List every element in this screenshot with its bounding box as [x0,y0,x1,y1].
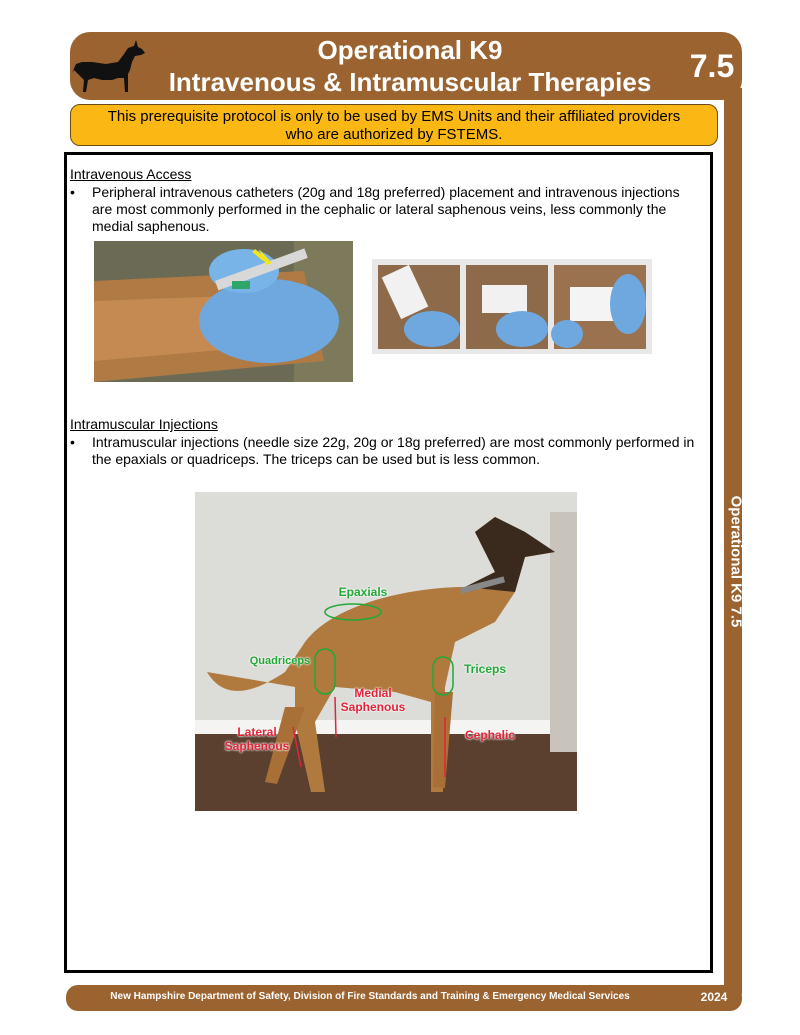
medial-saphenous-line-1: Medial [354,686,392,700]
medial-saphenous-label [335,686,411,714]
iv-catheter-photo [94,241,353,382]
lateral-saphenous-line-1: Lateral [237,725,277,739]
page-title [120,34,700,98]
footer-year: 2024 [700,990,728,1004]
lateral-saphenous-line-2: Saphenous [224,739,290,753]
title-line-2: Intravenous & Intramuscular Therapies [168,67,652,97]
quadriceps-label: Quadriceps [249,655,311,667]
dog-injection-sites-photo [195,492,577,811]
cephalic-label: Cephalic [464,728,515,742]
bullet-dot: • [70,184,75,200]
im-bullet-text: Intramuscular injections (needle size 22g, 20g or 18g preferred) are most commonly performed in the epaxials or quadriceps. The triceps can be used but is less common. [92,434,695,467]
iv-heading: Intravenous Access [70,166,192,182]
iv-bullet-text: Peripheral intravenous catheters (20g and 18g preferred) placement and intravenous injections are most commonly performed in the cephalic or lateral saphenous veins, less commonly the medial saphenous. [92,184,680,234]
notice-line-2: who are authorized by FSTEMS. [285,126,503,143]
title-line-1: Operational K9 [317,35,503,65]
bullet-dot: • [70,434,75,450]
im-heading: Intramuscular Injections [70,416,218,432]
lateral-saphenous-label [221,725,293,753]
side-label: Operational K9 7.5 [727,495,745,628]
section-number: 7.5 [689,48,735,84]
medial-saphenous-line-2: Saphenous [340,700,406,714]
iv-taping-photo-strip [372,259,652,354]
authorization-notice [70,104,718,146]
footer-text: New Hampshire Department of Safety, Division of Fire Standards and Training & Emergency Medical Services [110,991,630,1002]
epaxials-label: Epaxials [338,585,388,599]
triceps-label: Triceps [463,662,507,676]
notice-line-1: This prerequisite protocol is only to be used by EMS Units and their affiliated providers [107,108,681,125]
